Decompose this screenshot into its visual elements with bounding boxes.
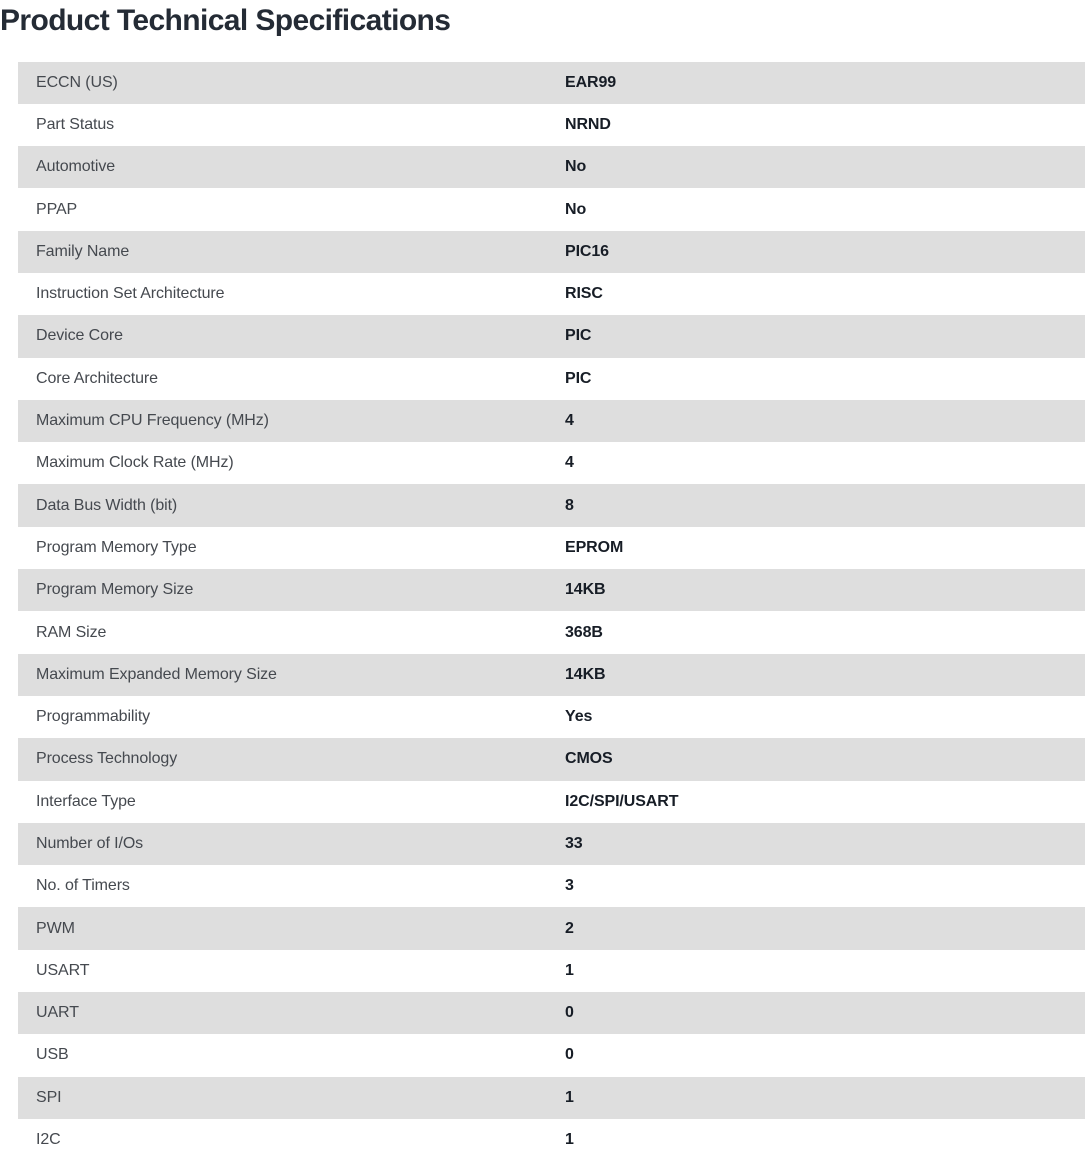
spec-label: Automotive: [36, 158, 116, 176]
spec-value: NRND: [565, 115, 611, 133]
spec-value: EPROM: [565, 538, 624, 556]
spec-row: [18, 231, 1085, 273]
spec-label: USB: [36, 1046, 69, 1064]
spec-label: Program Memory Size: [36, 581, 194, 599]
spec-row: [18, 950, 1085, 992]
spec-label: Data Bus Width (bit): [36, 496, 178, 514]
spec-value: 4: [565, 412, 574, 430]
spec-value: 3: [565, 877, 574, 895]
spec-value: 2: [565, 919, 574, 937]
spec-row: [18, 1077, 1085, 1119]
spec-row: [18, 146, 1085, 188]
spec-value: EAR99: [565, 73, 617, 91]
spec-row: [18, 400, 1085, 442]
spec-label: USART: [36, 961, 90, 979]
spec-row: [18, 823, 1085, 865]
spec-value: 4: [565, 454, 574, 472]
spec-row: [18, 865, 1085, 907]
spec-value: No: [565, 200, 587, 218]
spec-label: UART: [36, 1004, 79, 1022]
spec-label: Part Status: [36, 115, 115, 133]
spec-value: 1: [565, 1088, 574, 1106]
spec-value: 33: [565, 834, 583, 852]
spec-row: [18, 1119, 1085, 1161]
spec-label: PPAP: [36, 200, 78, 218]
spec-value: 368B: [565, 623, 603, 641]
spec-row: [18, 442, 1085, 484]
spec-label: Core Architecture: [36, 369, 158, 387]
spec-label: No. of Timers: [36, 877, 130, 895]
spec-label: Program Memory Type: [36, 538, 197, 556]
spec-value: PIC16: [565, 242, 609, 260]
spec-value: 1: [565, 1131, 574, 1149]
spec-row: [18, 907, 1085, 949]
spec-row: [18, 188, 1085, 230]
spec-row: [18, 992, 1085, 1034]
spec-row: [18, 62, 1085, 104]
spec-row: [18, 611, 1085, 653]
spec-row: [18, 527, 1085, 569]
spec-row: [18, 738, 1085, 780]
spec-value: CMOS: [565, 750, 613, 768]
spec-label: Interface Type: [36, 792, 136, 810]
spec-value: No: [565, 158, 587, 176]
spec-value: 14KB: [565, 581, 606, 599]
page-title: Product Technical Specifications: [0, 4, 451, 37]
spec-value: PIC: [565, 327, 592, 345]
spec-label: ECCN (US): [36, 73, 118, 91]
spec-table: [18, 62, 1085, 1162]
spec-label: Programmability: [36, 708, 151, 726]
spec-label: Instruction Set Architecture: [36, 285, 225, 303]
spec-label: Device Core: [36, 327, 123, 345]
spec-label: Process Technology: [36, 750, 178, 768]
spec-value: RISC: [565, 285, 603, 303]
spec-row: [18, 484, 1085, 526]
spec-label: Maximum Clock Rate (MHz): [36, 454, 234, 472]
spec-label: I2C: [36, 1131, 61, 1149]
spec-label: Number of I/Os: [36, 834, 144, 852]
spec-value: 8: [565, 496, 574, 514]
spec-label: PWM: [36, 919, 75, 937]
spec-row: [18, 781, 1085, 823]
spec-row: [18, 696, 1085, 738]
spec-label: Maximum CPU Frequency (MHz): [36, 412, 269, 430]
spec-label: Family Name: [36, 242, 130, 260]
spec-row: [18, 1034, 1085, 1076]
spec-value: 0: [565, 1046, 574, 1064]
spec-row: [18, 358, 1085, 400]
spec-value: PIC: [565, 369, 592, 387]
spec-label: Maximum Expanded Memory Size: [36, 665, 277, 683]
spec-value: Yes: [565, 708, 593, 726]
spec-row: [18, 104, 1085, 146]
spec-row: [18, 569, 1085, 611]
spec-row: [18, 315, 1085, 357]
spec-row: [18, 654, 1085, 696]
spec-label: RAM Size: [36, 623, 107, 641]
spec-value: 1: [565, 961, 574, 979]
spec-value: 0: [565, 1004, 574, 1022]
spec-value: 14KB: [565, 665, 606, 683]
spec-label: SPI: [36, 1088, 62, 1106]
spec-value: I2C/SPI/USART: [565, 792, 679, 810]
spec-row: [18, 273, 1085, 315]
